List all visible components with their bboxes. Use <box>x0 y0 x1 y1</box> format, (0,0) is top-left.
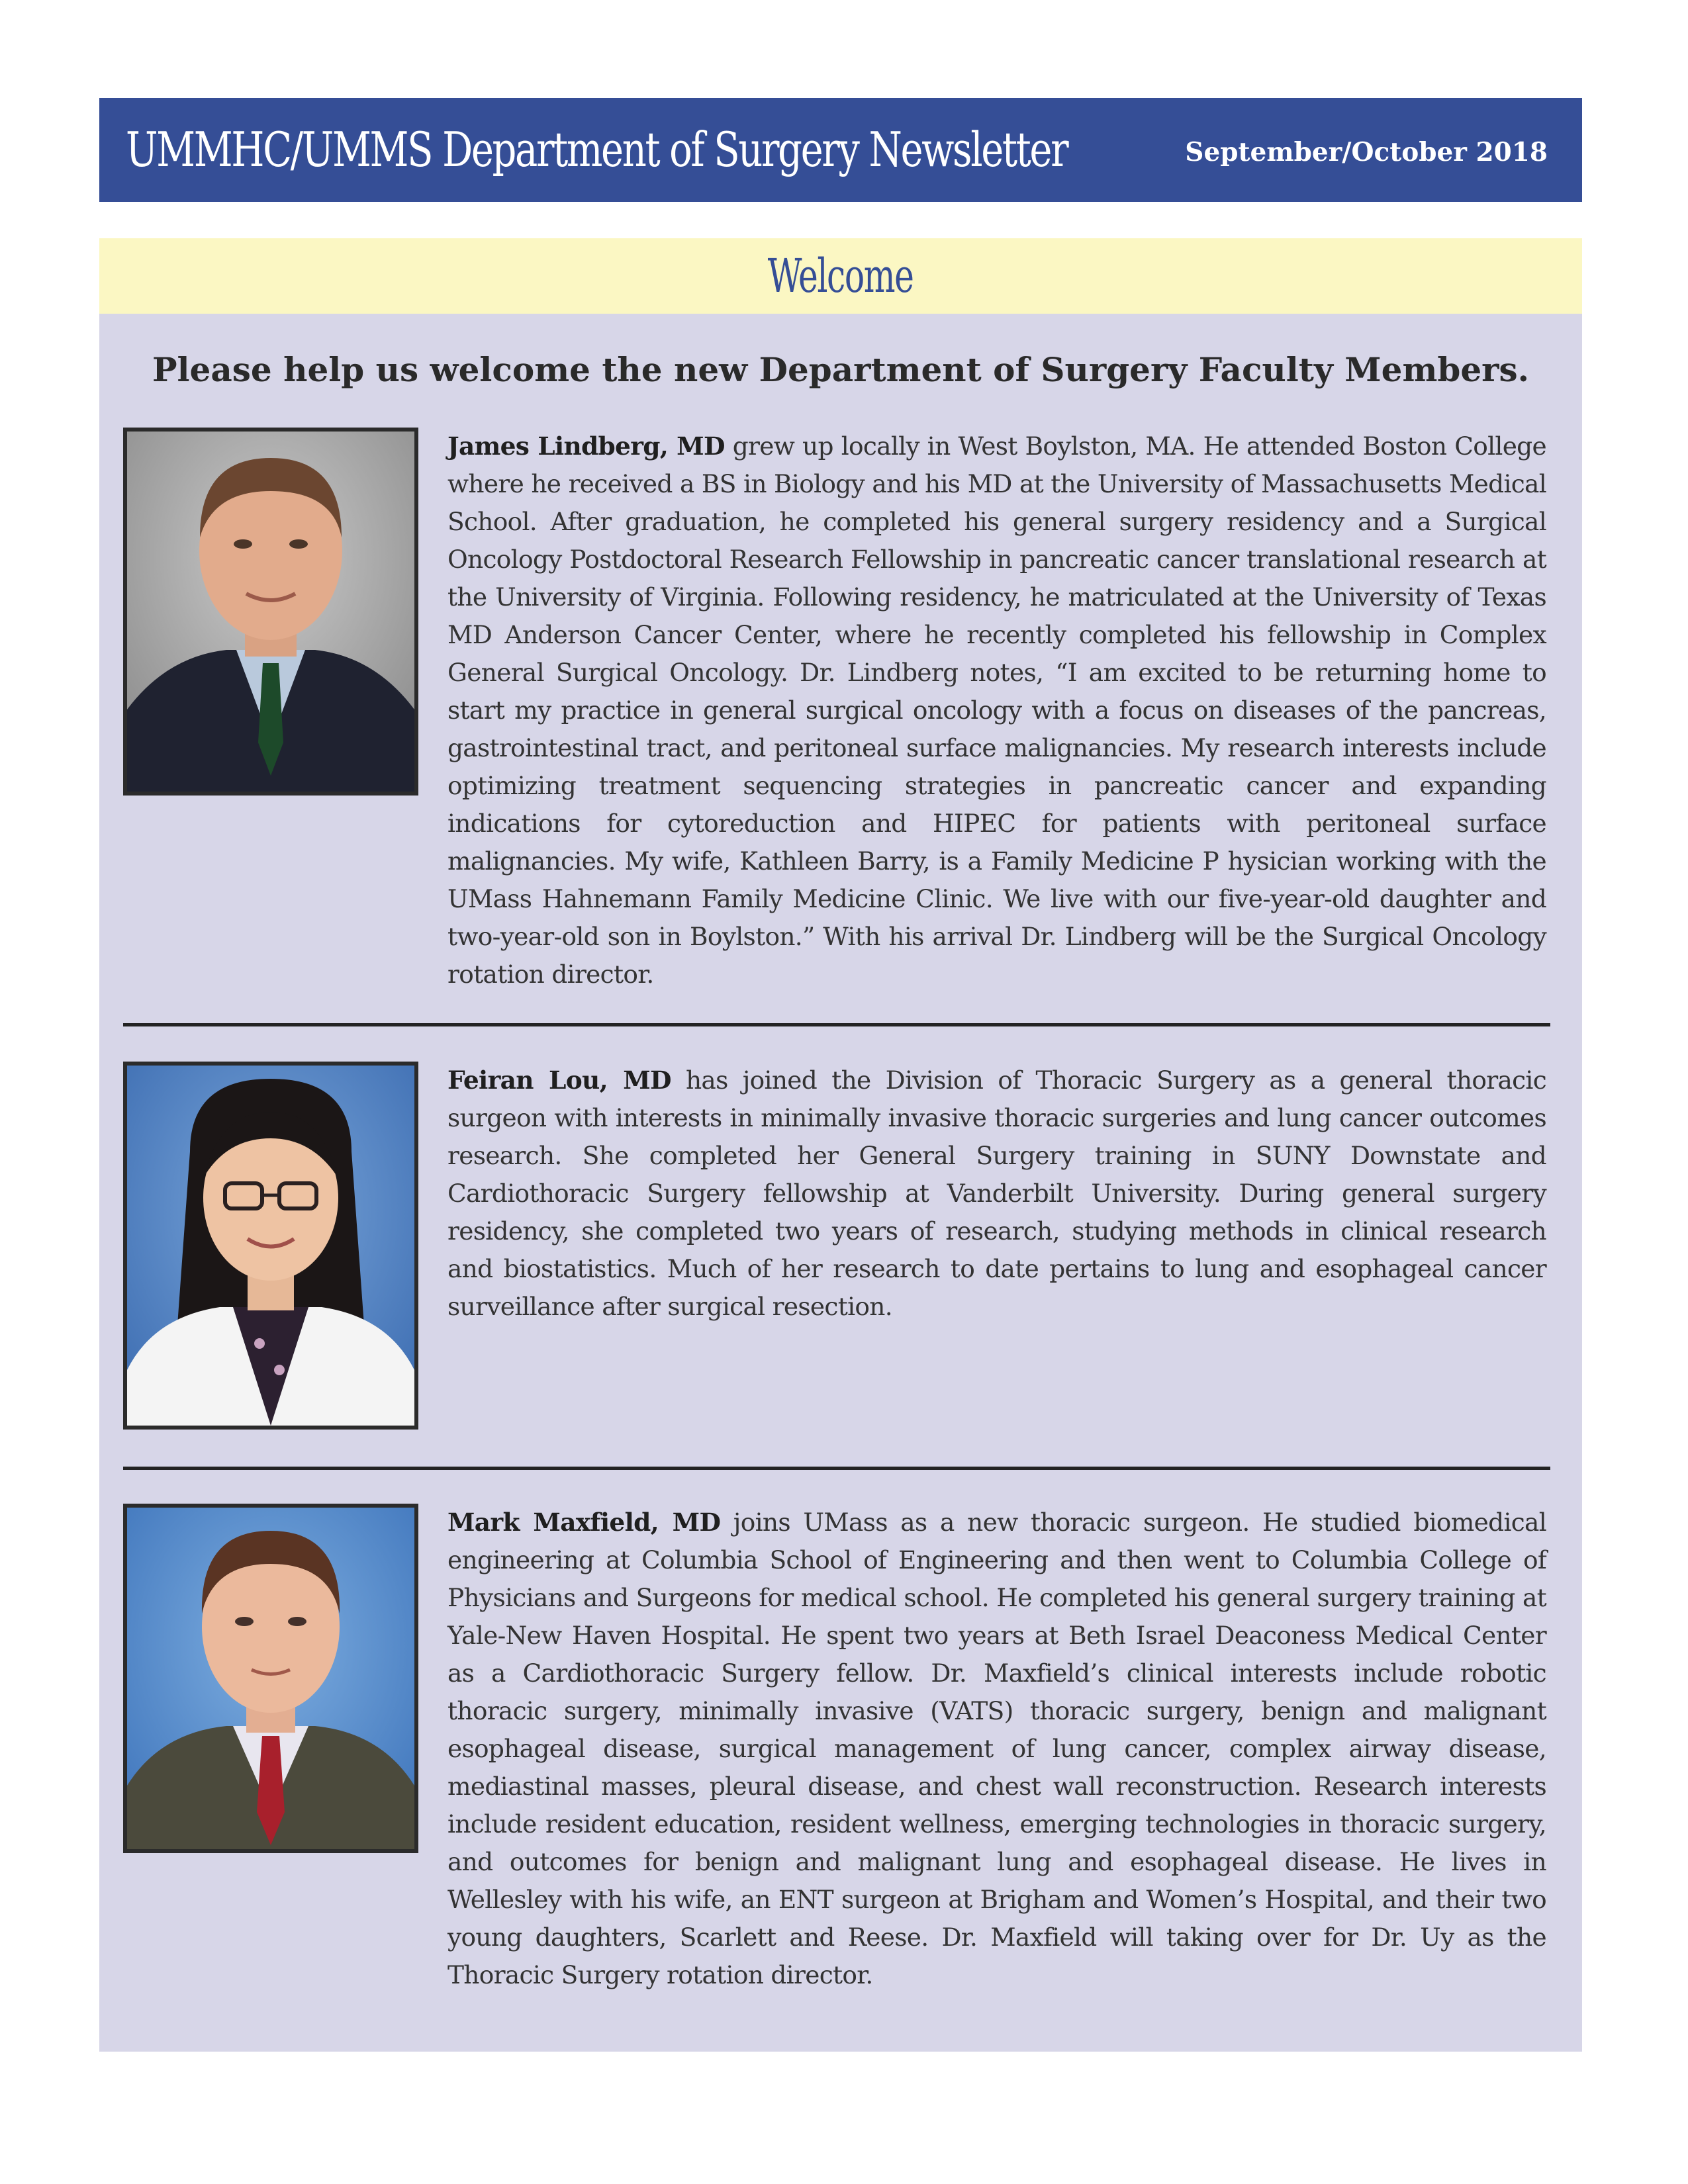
newsletter-masthead <box>99 98 1582 202</box>
lindberg-photo <box>123 428 418 796</box>
lindberg-bio <box>447 428 1546 993</box>
faculty-bio-text: has joined the Division of Thoracic Surgery as a general thoracic surgeon with interests in minimally invasive thoracic surgeries and lung cancer outcomes research. She completed her General Surgery training in SUNY Downstate and Cardiothoracic Surgery fellowship at Vanderbilt University. During general surgery residency, she completed two years of research, studying methods in clinical research and biostatistics. Much of her research to date pertains to lung and esophageal cancer surveillance after surgical resection. <box>447 1066 1546 1321</box>
faculty-name: Mark Maxfield, MD <box>447 1508 721 1537</box>
newsletter-title: UMMHC/UMMS Department of Surgery Newsletter <box>126 122 1068 177</box>
welcome-intro: Please help us welcome the new Department of Surgery Faculty Members. <box>152 350 1530 389</box>
section-divider <box>123 1467 1550 1470</box>
portrait-man-suit-icon <box>127 432 414 792</box>
faculty-name: Feiran Lou, MD <box>447 1066 671 1095</box>
section-header <box>99 238 1582 314</box>
issue-date: September/October 2018 <box>1185 137 1548 167</box>
maxfield-photo <box>123 1504 418 1853</box>
portrait-man-tweed-jacket-icon <box>127 1508 414 1849</box>
faculty-bio-text: joins UMass as a new thoracic surgeon. He studied biomedical engineering at Columbia School of Engineering and then went to Columbia College of Physicians and Surgeons for medical school. He completed his general surgery training at Yale-New Haven Hospital. He spent two years at Beth Israel Deaconess Medical Center as a Cardiothoracic Surgery fellow. Dr. Maxfield’s clinical interests include robotic thoracic surgery, minimally invasive (VATS) thoracic surgery, benign and malignant esophageal disease, surgical management of lung cancer, complex airway disease, mediastinal masses, pleural disease, and chest wall reconstruction. Research interests include resident education, resident wellness, emerging technologies in thoracic surgery, and outcomes for benign and malignant lung and esophageal disease. He lives in Wellesley with his wife, an ENT surgeon at Brigham and Women’s Hospital, and their two young daughters, Scarlett and Reese. Dr. Maxfield will taking over for Dr. Uy as the Thoracic Surgery rotation director. <box>447 1508 1547 1989</box>
section-title: Welcome <box>768 249 914 303</box>
portrait-woman-white-coat-icon <box>127 1066 414 1426</box>
section-divider <box>123 1023 1550 1026</box>
lou-photo <box>123 1062 418 1430</box>
lou-bio <box>447 1062 1546 1326</box>
faculty-bio-text: grew up locally in West Boylston, MA. He attended Boston College where he received a BS in Biology and his MD at the University of Massachusetts Medical School. After graduation, he completed his general surgery residency and a Surgical Oncology Postdoctoral Research Fellowship in pancreatic cancer translational research at the University of Virginia. Following residency, he matriculated at the University of Texas MD Anderson Cancer Center, where he recently completed his fellowship in Complex General Surgical Oncology. Dr. Lindberg notes, “I am excited to be returning home to start my practice in general surgical oncology with a focus on diseases of the pancreas, gastrointestinal tract, and peritoneal surface malignancies. My research interests include optimizing treatment sequencing strategies in pancreatic cancer and expanding indications for cytoreduction and HIPEC for patients with peritoneal surface malignancies. My wife, Kathleen Barry, is a Family Medicine P hysician working with the UMass Hahnemann Family Medicine Clinic. We live with our five-year-old daughter and two-year-old son in Boylston.” With his arrival Dr. Lindberg will be the Surgical Oncology rotation director. <box>447 432 1546 989</box>
maxfield-bio <box>447 1504 1546 1994</box>
welcome-panel <box>99 314 1582 2052</box>
faculty-name: James Lindberg, MD <box>447 432 725 461</box>
